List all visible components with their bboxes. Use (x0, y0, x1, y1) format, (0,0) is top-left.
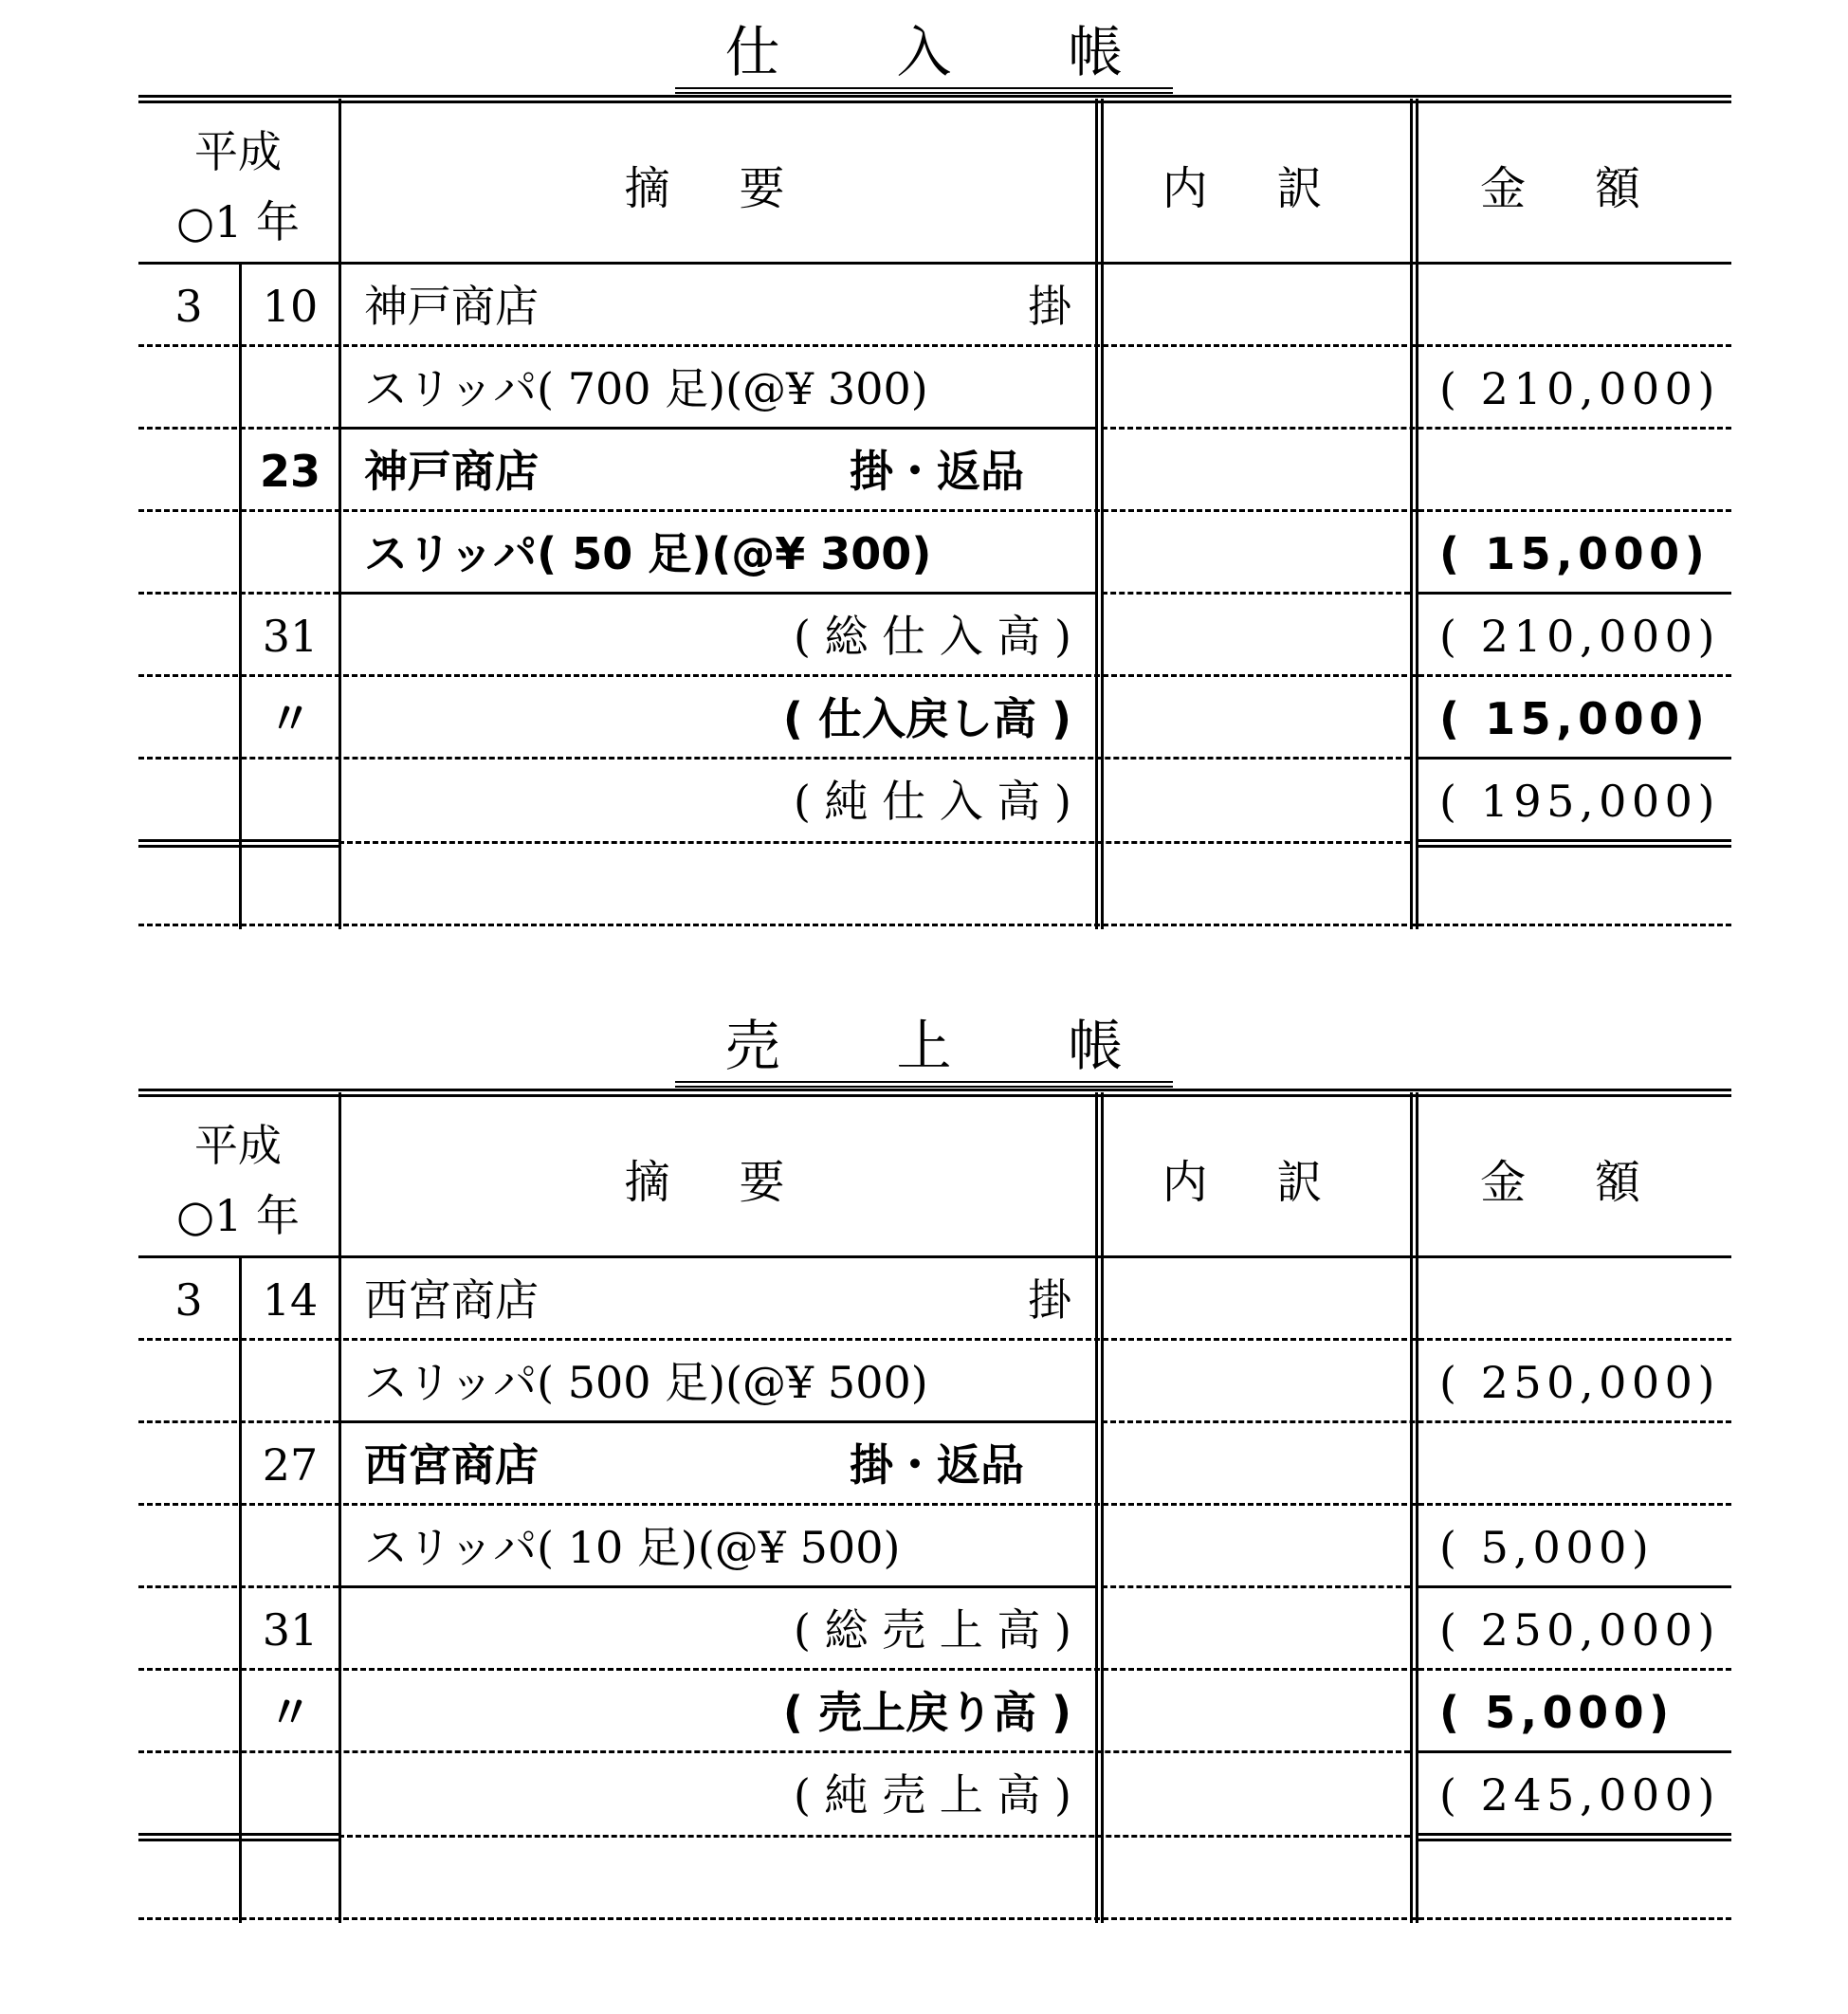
month: 3 (174, 1274, 203, 1326)
ledger-table (138, 95, 1731, 929)
day: 31 (262, 1604, 319, 1656)
summary-label: ( 純 仕 入 高 ) (793, 776, 1071, 827)
amount: ( 5,000) (1439, 1687, 1674, 1738)
terms: 掛・返品 (850, 446, 1024, 497)
month: 3 (174, 281, 203, 332)
header-amount: 金 額 (1480, 1156, 1668, 1209)
summary-label: ( 売上戻り高 ) (782, 1687, 1071, 1738)
terms: 掛 (1028, 281, 1071, 332)
summary-label: ( 総 仕 入 高 ) (793, 611, 1071, 662)
item-line: スリッパ( 500 足)(@¥ 500) (364, 1357, 928, 1408)
amount: ( 250,000) (1439, 1357, 1720, 1408)
party-name: 神戸商店 (364, 446, 539, 497)
amount: ( 245,000) (1439, 1769, 1720, 1821)
header-description: 摘 要 (624, 162, 813, 215)
summary-label: ( 純 売 上 高 ) (793, 1769, 1071, 1821)
party-name: 西宮商店 (364, 1439, 539, 1491)
party-name: 神戸商店 (364, 281, 539, 332)
ledger-title: 売 上 帳 (0, 1011, 1848, 1083)
terms: 掛 (1028, 1274, 1071, 1326)
terms: 掛・返品 (850, 1439, 1024, 1491)
item-line: スリッパ( 50 足)(@¥ 300) (364, 528, 932, 579)
header-description: 摘 要 (624, 1156, 813, 1209)
amount: ( 15,000) (1439, 693, 1711, 744)
header-detail: 内 訳 (1162, 162, 1350, 215)
amount: ( 5,000) (1439, 1522, 1655, 1573)
day: 10 (262, 281, 319, 332)
amount: ( 210,000) (1439, 363, 1720, 414)
ledger-table (138, 1089, 1731, 1923)
amount: ( 195,000) (1439, 776, 1720, 827)
summary-label: ( 総 売 上 高 ) (793, 1604, 1071, 1656)
party-name: 西宮商店 (364, 1274, 539, 1326)
header-detail: 内 訳 (1162, 1156, 1350, 1209)
year-label: ○1 年 (175, 1190, 301, 1241)
year-label: ○1 年 (175, 196, 301, 247)
amount: ( 210,000) (1439, 611, 1720, 662)
amount: ( 250,000) (1439, 1604, 1720, 1656)
item-line: スリッパ( 700 足)(@¥ 300) (364, 363, 928, 414)
summary-label: ( 仕入戻し高 ) (782, 693, 1071, 744)
era-label: 平成 (194, 126, 282, 177)
day: 〃 (268, 1687, 312, 1738)
day: 27 (262, 1439, 319, 1491)
era-label: 平成 (194, 1120, 282, 1171)
day: 〃 (268, 693, 312, 744)
header-amount: 金 額 (1480, 162, 1668, 215)
day: 23 (259, 446, 320, 497)
ledger-title: 仕 入 帳 (0, 17, 1848, 89)
day: 31 (262, 611, 319, 662)
day: 14 (262, 1274, 319, 1326)
amount: ( 15,000) (1439, 528, 1711, 579)
item-line: スリッパ( 10 足)(@¥ 500) (364, 1522, 901, 1573)
